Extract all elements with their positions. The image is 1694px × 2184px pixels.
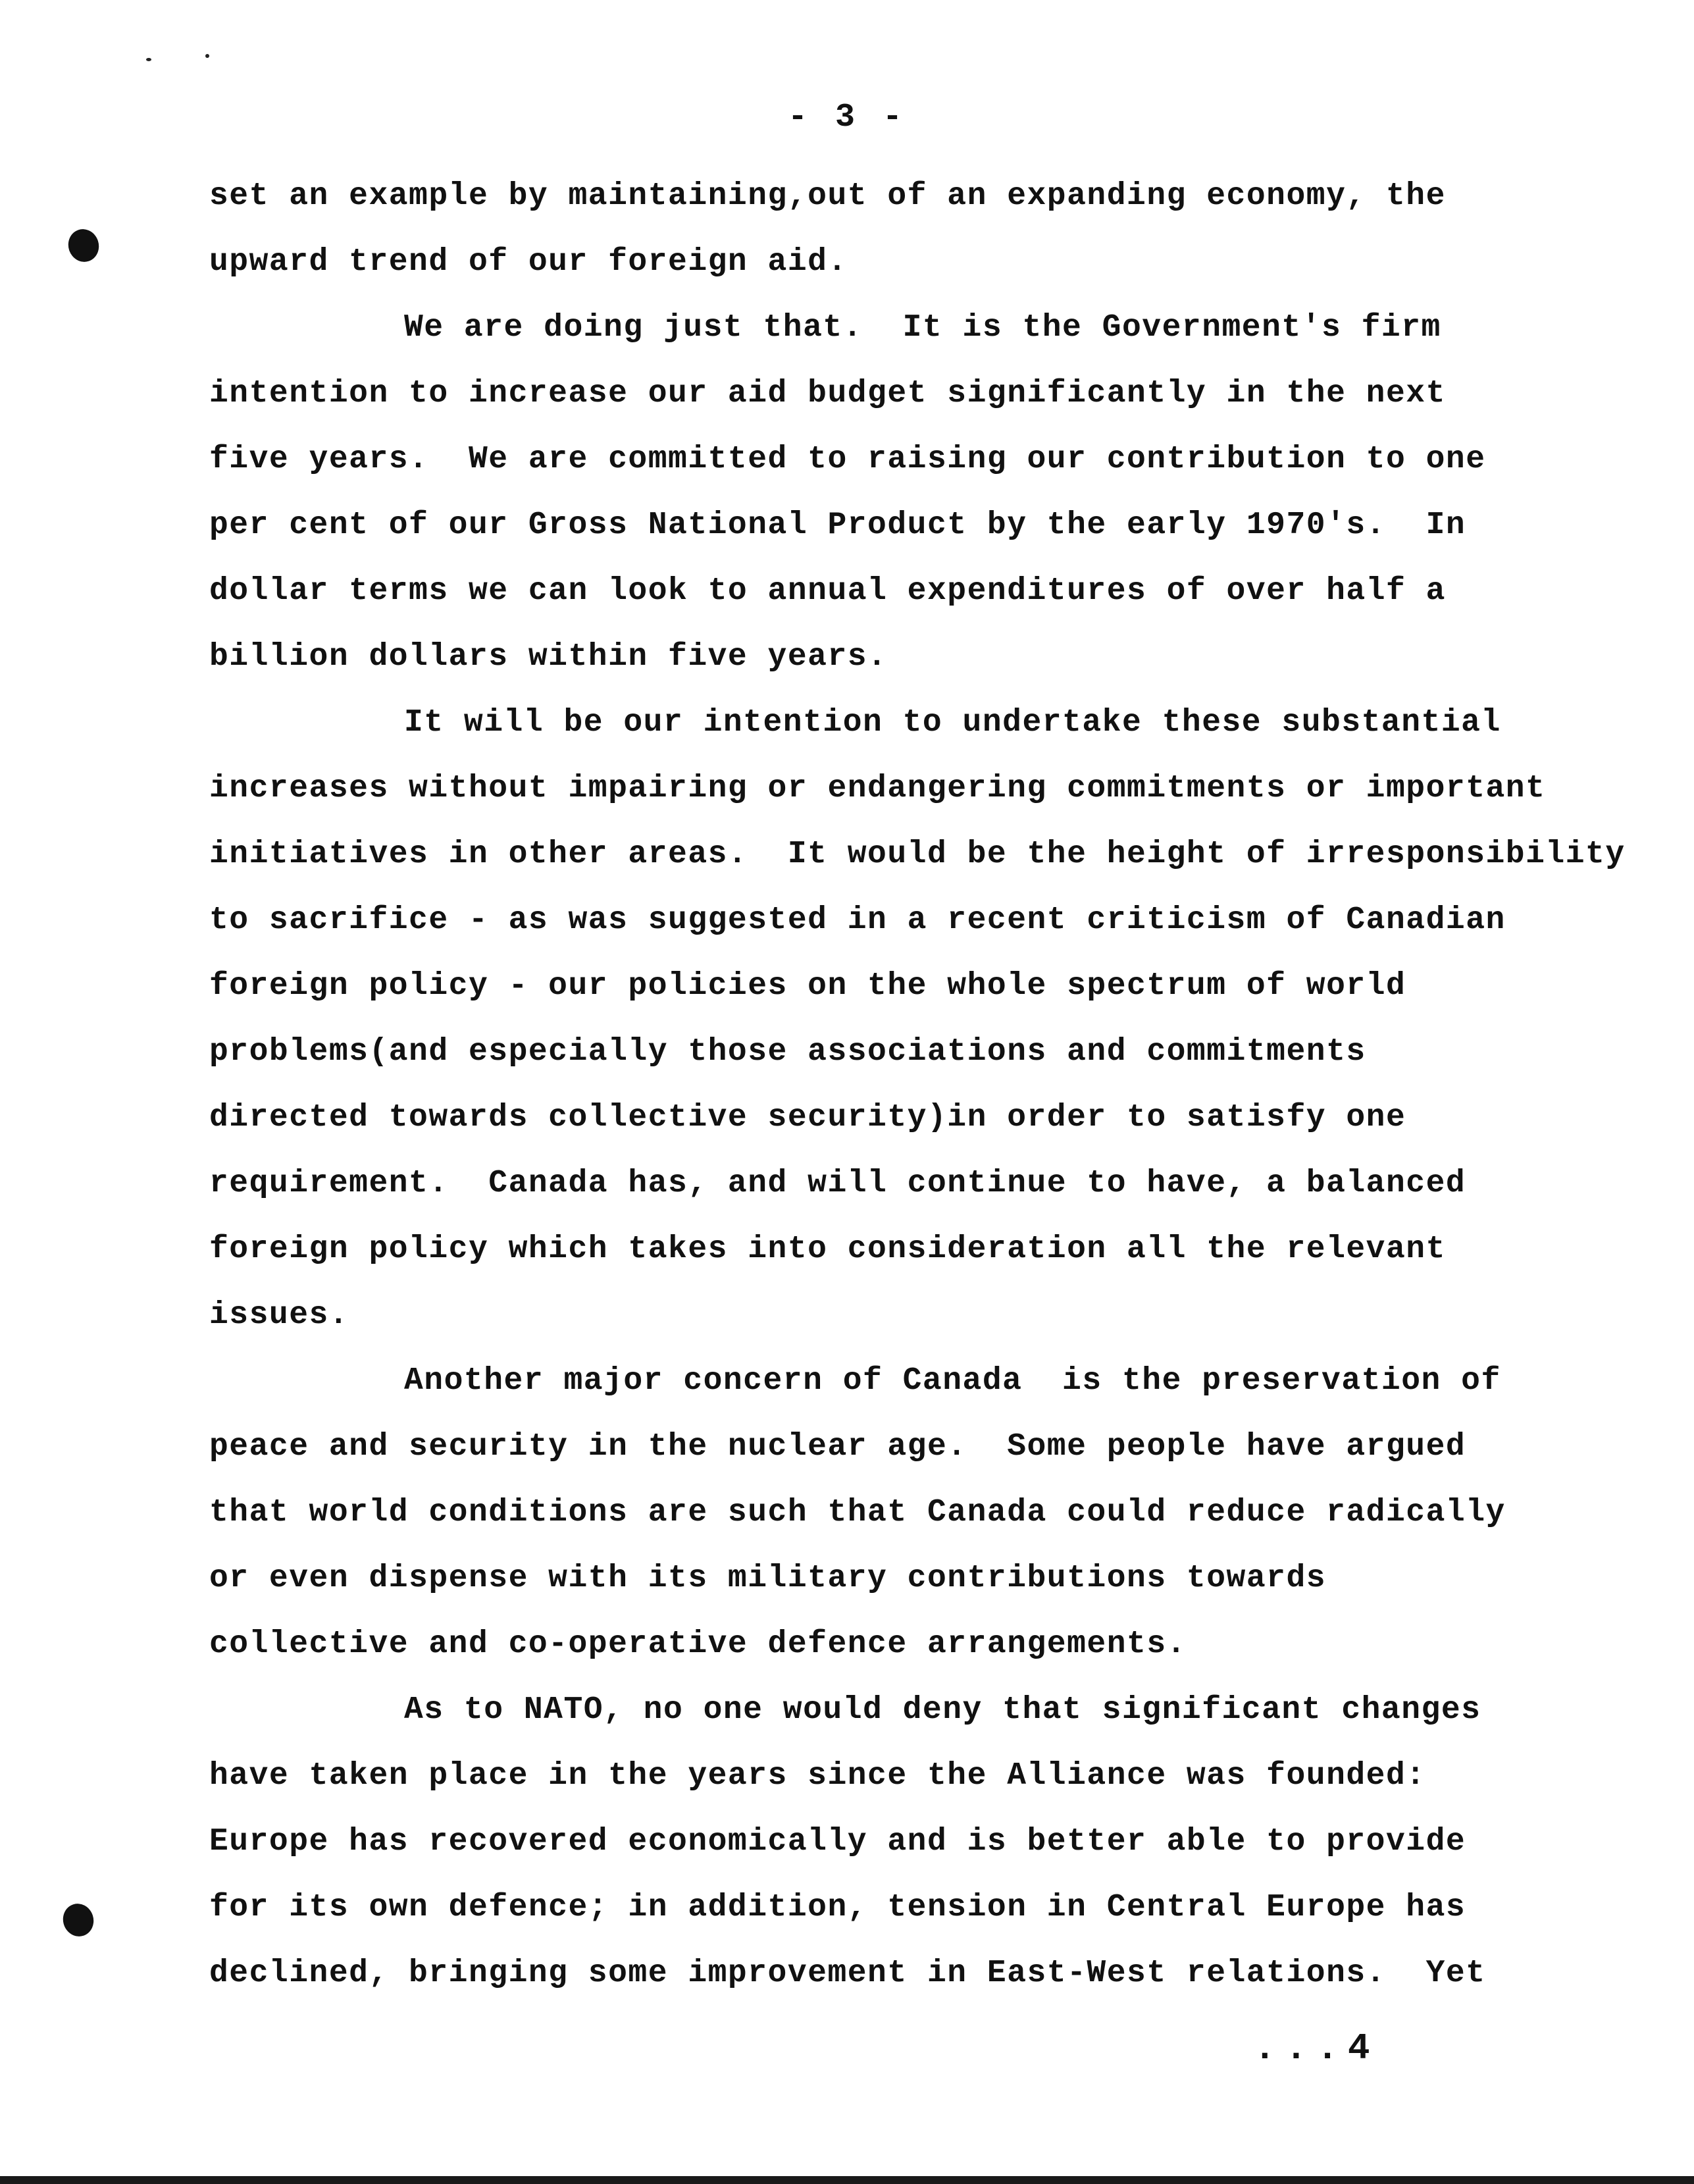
text-line: set an example by maintaining,out of an expanding economy, the <box>209 178 1446 214</box>
text-line: Europe has recovered economically and is better able to provide <box>209 1824 1466 1859</box>
text-line: requirement. Canada has, and will continue to have, a balanced <box>209 1166 1466 1201</box>
scan-edge <box>0 2176 1694 2184</box>
text-line: declined, bringing some improvement in East-West relations. Yet <box>209 1956 1486 1991</box>
paragraph <box>209 295 1657 690</box>
text-line: upward trend of our foreign aid. <box>209 244 848 280</box>
paragraph <box>209 1348 1657 1677</box>
punch-hole <box>64 225 103 266</box>
paragraph <box>209 1677 1657 2006</box>
text-line: or even dispense with its military contributions towards <box>209 1561 1327 1596</box>
scan-speck <box>146 58 151 61</box>
continuation-marker: ...4 <box>1254 2027 1379 2069</box>
text-line: increases without impairing or endangering commitments or important <box>209 771 1546 806</box>
text-line: It will be our intention to undertake these substantial <box>404 705 1501 741</box>
text-line: initiatives in other areas. It would be the height of irresponsibility <box>209 837 1626 872</box>
text-line: We are doing just that. It is the Government's firm <box>404 310 1441 346</box>
text-line: Another major concern of Canada is the preservation of <box>404 1363 1501 1399</box>
text-line: that world conditions are such that Canada could reduce radically <box>209 1495 1506 1530</box>
text-line: have taken place in the years since the Alliance was founded: <box>209 1758 1426 1794</box>
document-body <box>209 163 1657 2006</box>
text-line: five years. We are committed to raising our contribution to one <box>209 442 1486 477</box>
text-line: foreign policy which takes into consideration all the relevant <box>209 1232 1446 1267</box>
text-line: collective and co-operative defence arrangements. <box>209 1626 1187 1662</box>
paragraph <box>209 163 1657 295</box>
text-line: to sacrifice - as was suggested in a recent criticism of Canadian <box>209 902 1506 938</box>
page-number: - 3 - <box>787 99 907 136</box>
punch-hole <box>59 1900 97 1940</box>
text-line: peace and security in the nuclear age. Some people have argued <box>209 1429 1466 1465</box>
scan-speck <box>205 54 209 58</box>
text-line: directed towards collective security)in order to satisfy one <box>209 1100 1406 1135</box>
text-line: per cent of our Gross National Product by the early 1970's. In <box>209 507 1466 543</box>
text-line: billion dollars within five years. <box>209 639 888 675</box>
text-line: for its own defence; in addition, tension in Central Europe has <box>209 1890 1466 1925</box>
text-line: foreign policy - our policies on the whole spectrum of world <box>209 968 1406 1004</box>
text-line: problems(and especially those associations and commitments <box>209 1034 1366 1070</box>
text-line: issues. <box>209 1297 349 1333</box>
text-line: As to NATO, no one would deny that significant changes <box>404 1692 1481 1728</box>
text-line: dollar terms we can look to annual expenditures of over half a <box>209 573 1446 609</box>
paragraph <box>209 690 1657 1348</box>
text-line: intention to increase our aid budget significantly in the next <box>209 376 1446 411</box>
